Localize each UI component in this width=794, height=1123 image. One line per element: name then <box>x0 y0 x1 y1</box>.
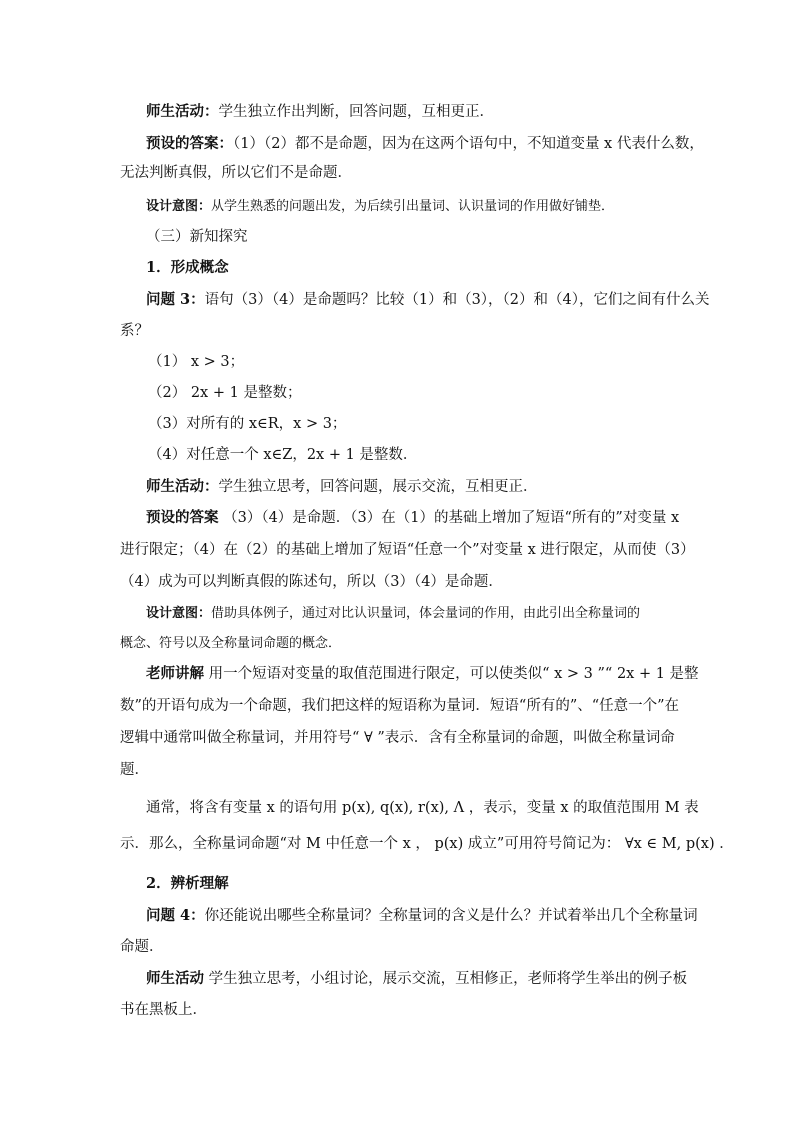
notation-paragraph: 通常，将含有变量 x 的语句用 p(x), q(x), r(x), Λ ，表示，变量 x 的取值范围用 M 表 <box>146 800 699 816</box>
question-3 <box>146 290 716 310</box>
text: （1）（2）都不是命题，因为在这两个语句中，不知道变量 x 代表什么数， <box>233 136 704 152</box>
question-3-cont: 系？ <box>120 323 149 339</box>
label: 老师讲解 <box>146 665 204 682</box>
teacher-explanation-cont: 逻辑中通常叫做全称量词，并用符号“ ∀ ”表示．含有全称量词的命题，叫做全称量词命 <box>120 730 675 746</box>
teacher-explanation-cont: 数”的开语句成为一个命题，我们把这样的短语称为量词．短语“所有的”、“任意一个”在 <box>120 698 680 714</box>
preset-answer-1 <box>146 134 716 154</box>
label: 设计意图： <box>146 606 212 621</box>
design-intent-2-cont: 概念、符号以及全称量词命题的概念． <box>120 636 342 651</box>
text: 你还能说出哪些全称量词？全称量词的含义是什么？并试着举出几个全称量词 <box>204 908 698 924</box>
section-heading: （三）新知探究 <box>146 229 248 245</box>
label: 问题 4： <box>146 907 205 924</box>
question-4-cont: 命题． <box>120 939 164 955</box>
preset-answer-2-cont: （4）成为可以判断真假的陈述句，所以（3）（4）是命题． <box>120 574 503 590</box>
label: 师生活动： <box>146 478 219 495</box>
text: 语句（3）（4）是命题吗？比较（1）和（3），（2）和（4），它们之间有什么关 <box>204 292 710 308</box>
teacher-student-activity-2 <box>146 477 716 497</box>
label: 师生活动 <box>146 970 204 987</box>
design-intent-2 <box>146 604 716 624</box>
subheading-form-concept: 1．形成概念 <box>146 259 229 276</box>
teacher-explanation-cont: 题． <box>120 762 149 778</box>
notation-paragraph-cont: 示．那么，全称量词命题“对 M 中任意一个 x ， p(x) 成立”可用符号简记为： ∀x ∈ M, p(x) ． <box>120 836 734 852</box>
list-item: （1） x > 3； <box>148 354 245 370</box>
preset-answer-2 <box>146 508 716 528</box>
text: 从学生熟悉的问题出发，为后续引出量词、认识量词的作用做好铺垫． <box>211 199 615 214</box>
label: 预设的答案： <box>146 135 233 152</box>
preset-answer-1-cont: 无法判断真假，所以它们不是命题． <box>120 165 352 181</box>
label: 设计意图： <box>146 199 212 214</box>
teacher-explanation <box>146 664 716 684</box>
list-item: （3）对所有的 x∈R，x > 3； <box>148 416 347 432</box>
text: 学生独立思考，小组讨论，展示交流，互相修正，老师将学生举出的例子板 <box>208 971 688 987</box>
question-4 <box>146 906 716 926</box>
preset-answer-2-cont: 进行限定；（4）在（2）的基础上增加了短语“任意一个”对变量 x 进行限定，从而使（3） <box>120 542 695 558</box>
label: 问题 3： <box>146 291 205 308</box>
subheading-analysis: 2．辨析理解 <box>146 875 229 892</box>
text: 学生独立作出判断，回答问题，互相更正． <box>218 104 494 120</box>
list-item: （2） 2x + 1 是整数； <box>148 385 302 401</box>
teacher-student-activity-3 <box>146 969 716 989</box>
text: 学生独立思考，回答问题，展示交流，互相更正． <box>218 479 538 495</box>
teacher-student-activity-3-cont: 书在黑板上． <box>120 1002 207 1018</box>
text: 借助具体例子，通过对比认识量词，体会量词的作用，由此引出全称量词的 <box>211 606 641 621</box>
label: 师生活动： <box>146 103 219 120</box>
label: 预设的答案 <box>146 509 219 526</box>
teacher-student-activity-1 <box>146 102 716 122</box>
text: 用一个短语对变量的取值范围进行限定，可以使类似“ x > 3 ”“ 2x + 1 是整 <box>208 666 699 682</box>
text: （3）（4）是命题．（3）在（1）的基础上增加了短语“所有的”对变量 x <box>223 510 680 526</box>
list-item: （4）对任意一个 x∈Z，2x + 1 是整数． <box>148 447 418 463</box>
design-intent-1 <box>146 197 716 217</box>
